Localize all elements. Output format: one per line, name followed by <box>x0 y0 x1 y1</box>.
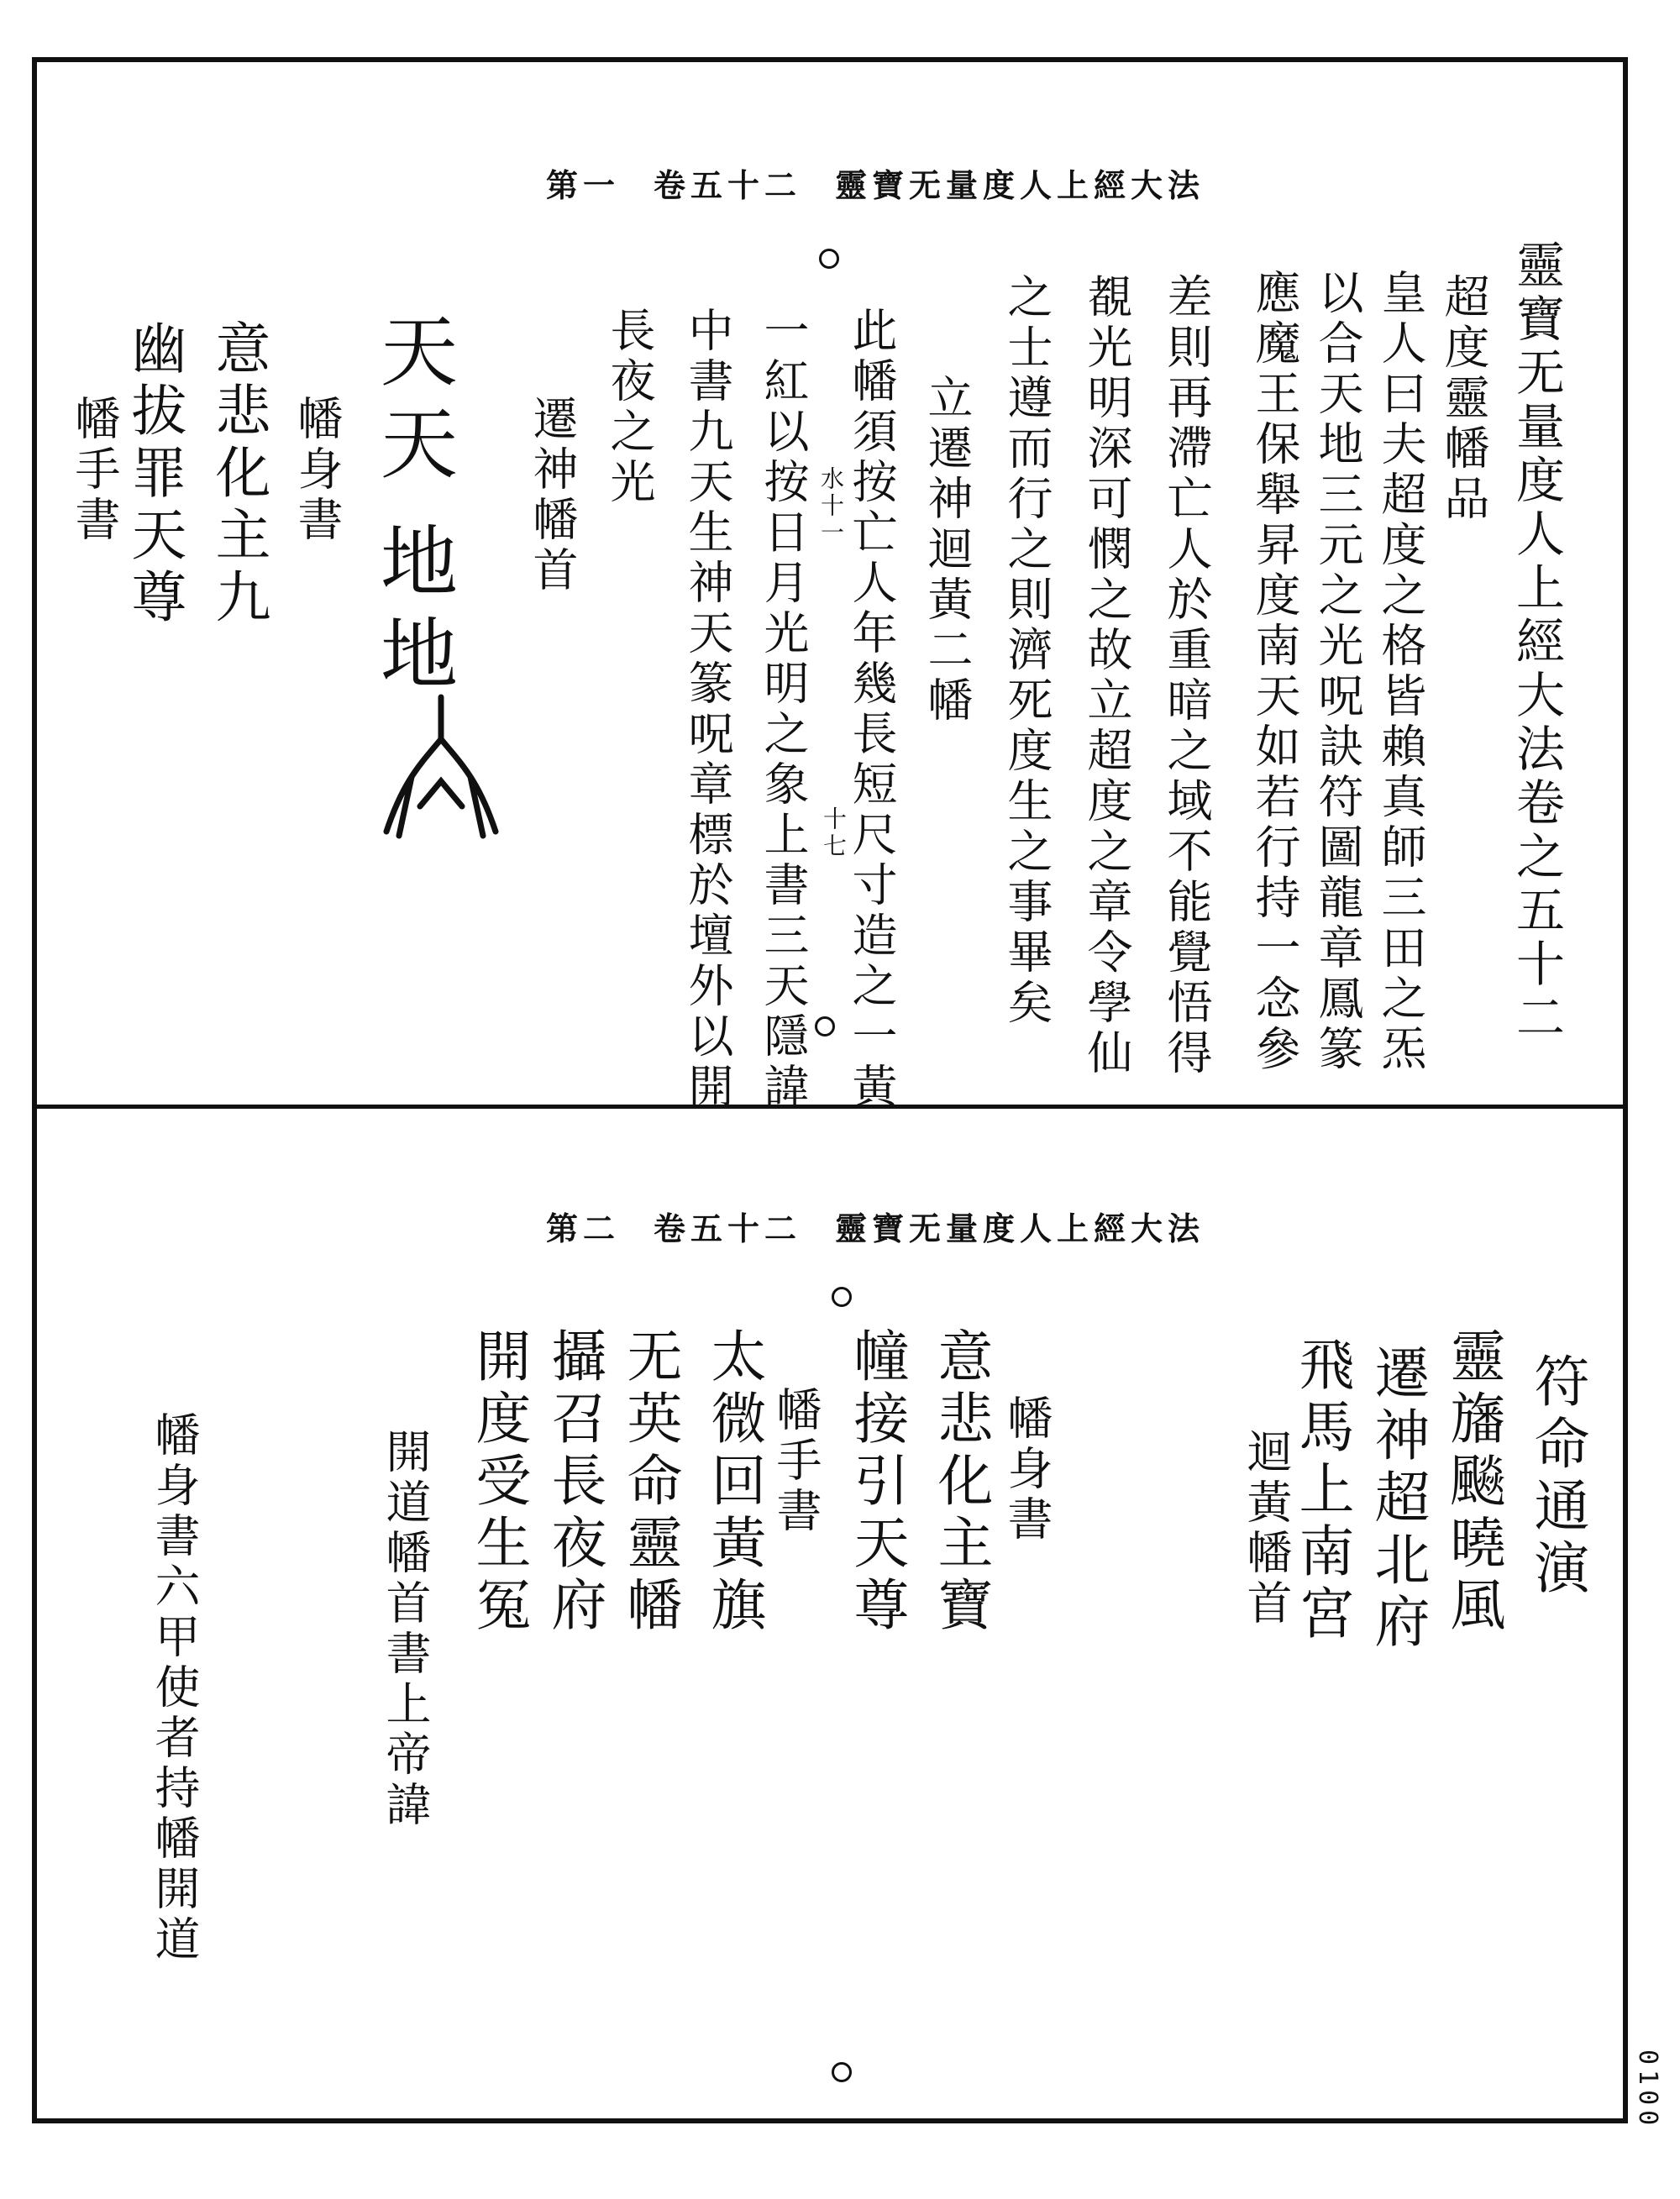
bottom-col-banner-six: 幡身書六甲使者持幡開道 <box>148 1411 201 1965</box>
bottom-running-header <box>546 1203 1205 1249</box>
bottom-header-page: 第二 <box>546 1210 621 1247</box>
page-divider <box>32 1105 1628 1109</box>
bottom-col-kaidao: 開道幡首書上帝諱 <box>379 1428 432 1831</box>
bottom-seal-col-7: 太微回黃旗 <box>701 1327 766 1638</box>
bottom-seal-col-2: 靈旛飈曉風 <box>1441 1327 1505 1638</box>
bottom-binding-circle-2 <box>832 2062 852 2082</box>
top-col-4: 以合天地三元之光呪訣符圖龍章鳳篆 <box>1311 269 1364 1075</box>
bottom-col-huihuang: 迴黃幡首 <box>1240 1428 1293 1630</box>
bottom-col-banner-hand: 幡手書 <box>769 1386 822 1537</box>
bottom-header-title: 靈寶无量度人上經大法 <box>835 1210 1205 1247</box>
top-col-12: 中書九天生神天篆呪章標於壇外以開 <box>681 307 734 1113</box>
bottom-seal-col-10: 開度受生冤 <box>466 1327 531 1638</box>
top-col-title: 靈寶无量度人上經大法卷之五十二 <box>1508 239 1565 1046</box>
top-col-3: 皇人曰夫超度之格皆賴真師三田之炁 <box>1374 269 1427 1075</box>
top-col-banner-body: 幡身書 <box>291 395 344 546</box>
top-seal-line-2: 幽拔罪天尊 <box>122 319 186 630</box>
top-header-title: 靈寶无量度人上經大法 <box>835 166 1205 204</box>
top-header-juan: 卷五十二 <box>654 166 802 204</box>
top-note-1: 水十一 <box>817 466 845 547</box>
top-running-header <box>546 160 1205 206</box>
bottom-col-banner-body: 幡身書 <box>1000 1394 1053 1546</box>
top-col-6: 差則再滯亡人於重暗之域不能覺悟得 <box>1160 273 1213 1079</box>
page-number: 0100 <box>1633 2049 1662 2131</box>
bottom-seal-col-4: 飛馬上南宮 <box>1289 1336 1354 1646</box>
bottom-binding-circle <box>832 1287 852 1307</box>
top-binding-circle-2 <box>815 1016 835 1037</box>
top-col-banner-hand: 幡手書 <box>68 395 121 546</box>
top-col-14: 遷神幡首 <box>526 395 579 596</box>
top-seal-line-1: 意悲化主九 <box>206 319 270 630</box>
bottom-header-juan: 卷五十二 <box>654 1210 802 1247</box>
top-binding-circle <box>819 249 839 269</box>
bottom-seal-col-3: 遷神超北府 <box>1365 1344 1430 1655</box>
bottom-seal-col-1: 符命通演 <box>1525 1352 1589 1601</box>
bottom-seal-col-9: 攝召長夜府 <box>542 1327 606 1638</box>
top-col-10: 此幡須按亡人年幾長短尺寸造之一黃 <box>845 307 898 1113</box>
top-col-5: 應魔王保舉昇度南天如若行持一念參 <box>1248 269 1301 1075</box>
top-col-13: 長夜之光 <box>603 307 656 508</box>
top-header-page: 第一 <box>546 166 621 204</box>
top-col-9: 立遷神迴黃二幡 <box>921 374 974 727</box>
top-col-chapter: 超度靈幡品 <box>1437 273 1490 525</box>
top-seal-person-glyph <box>370 689 512 848</box>
bottom-seal-col-6: 幢接引天尊 <box>844 1327 909 1638</box>
top-note-2: 十七 <box>820 806 848 860</box>
top-col-11: 一紅以按日月光明之象上書三天隱諱 <box>757 307 810 1113</box>
top-seal-earth: 地地 <box>368 521 458 706</box>
top-col-8: 之士遵而行之則濟死度生之事畢矣 <box>1000 273 1053 1029</box>
top-seal-heaven: 天天 <box>368 311 458 496</box>
bottom-seal-col-8: 无英命靈幡 <box>617 1327 682 1638</box>
bottom-seal-col-5: 意悲化主寶 <box>928 1327 993 1638</box>
top-col-7: 覩光明深可憫之故立超度之章令學仙 <box>1080 273 1133 1079</box>
